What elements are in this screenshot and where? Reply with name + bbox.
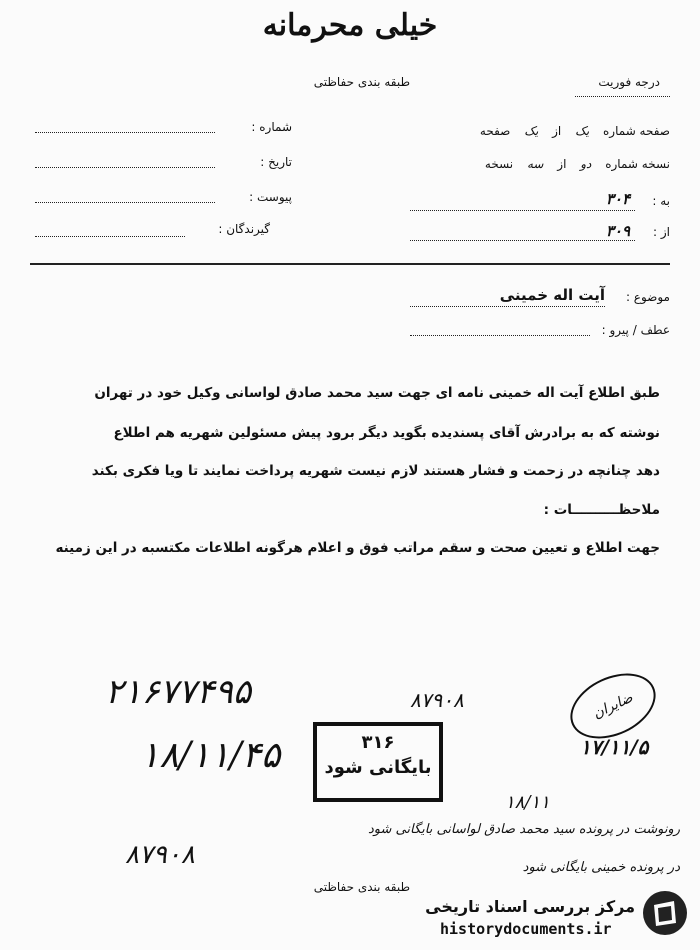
document-title: خیلی محرمانه	[262, 8, 438, 43]
page-number-field	[410, 124, 670, 138]
handwritten-date-middle: ۱۸/۱۱	[505, 792, 550, 813]
copy-unit-label: نسخه	[484, 157, 514, 171]
archive-stamp	[313, 722, 443, 802]
handwritten-date-right: ۱۷/۱۱/۵	[580, 735, 649, 759]
to-value: ۳۰۴	[605, 190, 630, 208]
body-line-1: طبق اطلاع آیت اله خمینی نامه ای جهت سید محمد صادق لواسانی وکیل خود در تهران	[94, 385, 660, 401]
from-line	[410, 240, 635, 241]
copy-of-value: سه	[526, 157, 544, 171]
subject-label: موضوع :	[625, 290, 670, 304]
copy-of-label: از	[557, 157, 567, 171]
page-of-value: یک	[524, 124, 539, 138]
attachment-line	[35, 202, 215, 203]
number-label: شماره :	[251, 120, 292, 134]
subject-line	[410, 306, 605, 307]
urgency-line	[575, 96, 670, 97]
date-label: تاریخ :	[260, 155, 292, 169]
handwritten-code-top: ۸۷۹۰۸	[410, 688, 464, 712]
recipients-line	[35, 236, 185, 237]
number-line	[35, 132, 215, 133]
oval-stamp-text: ضایران	[590, 689, 636, 723]
date-line	[35, 167, 215, 168]
to-label: به :	[652, 194, 670, 208]
header-separator	[30, 263, 670, 265]
from-value: ۳۰۹	[605, 222, 630, 240]
stamp-number: ۳۱۶	[361, 732, 395, 753]
attachment-label: پیوست :	[249, 190, 292, 204]
body-line-5: جهت اطلاع و تعیین صحت و سقم مراتب فوق و اعلام هرگونه اطلاعات مکتسبه در این زمینه	[55, 540, 660, 556]
copy-number-label: نسخه شماره	[605, 157, 670, 171]
footer-classification-label: طبقه بندی حفاظتی	[313, 880, 410, 894]
handwritten-big-number: ۲۱۶۷۷۴۹۵	[105, 672, 252, 712]
page-number-value: یک	[575, 124, 590, 138]
subject-value: آیت اله خمینی	[499, 286, 605, 304]
copy-number-field	[410, 157, 670, 171]
body-line-3: دهد چنانچه در زحمت و فشار هستند لازم نیست شهریه پرداخت نمایند تا ویا فکری بکند	[91, 463, 660, 479]
archive-logo-icon	[640, 888, 690, 942]
page-of-label: از	[552, 124, 562, 138]
website-link[interactable]: historydocuments.ir	[440, 920, 612, 938]
copy-number-value: دو	[580, 157, 592, 171]
classification-label: طبقه بندی حفاظتی	[313, 75, 410, 89]
body-line-2: نوشته که به برادرش آقای پسندیده بگوید دیگر برود پیش مسئولین شهریه هم اطلاع	[113, 425, 660, 441]
org-name: مرکز بررسی اسناد تاریخی	[425, 897, 635, 916]
handwritten-code-bottom: ۸۷۹۰۸	[125, 840, 195, 870]
page-number-label: صفحه شماره	[603, 124, 670, 138]
to-line	[410, 210, 635, 211]
handwritten-note-1: رونوشت در پرونده سید محمد صادق لواسانی بایگانی شود	[368, 822, 680, 837]
urgency-label: درجه فوریت	[598, 75, 660, 89]
recipients-label: گیرندگان :	[218, 222, 270, 236]
reference-line	[410, 335, 590, 336]
handwritten-date-left: ۱۸/۱۱/۴۵	[140, 735, 281, 776]
handwritten-note-2: در پرونده خمینی بایگانی شود	[522, 860, 680, 875]
page-unit-label: صفحه	[479, 124, 511, 138]
from-label: از :	[653, 225, 670, 239]
body-line-4: ملاحظــــــــــات :	[543, 502, 660, 518]
stamp-text: بایگانی شود	[324, 757, 432, 778]
reference-label: عطف / پیرو :	[601, 323, 670, 337]
